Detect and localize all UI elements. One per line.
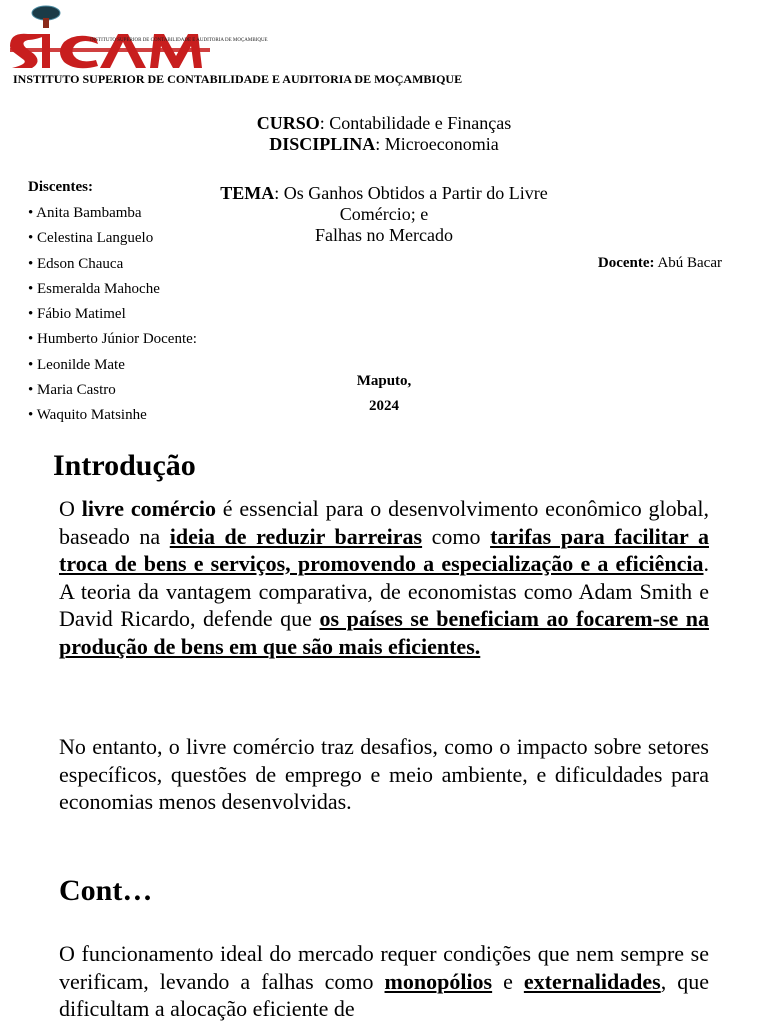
cont-paragraph-1 [59, 940, 709, 1023]
intro-emphasis: tarifas para facilitar a troca de bens e serviços, promovendo a especialização e a eficiência [59, 523, 709, 576]
iscam-logo-graphic [6, 4, 268, 74]
place-city: Maputo, [356, 373, 412, 389]
student-name: • Fábio Matimel [28, 306, 126, 323]
theme-text-1: : Os Ganhos Obtidos a Partir do Livre [274, 183, 548, 203]
intro-heading: Introdução [53, 449, 196, 482]
lecturer [598, 255, 722, 272]
subject-line [0, 134, 768, 155]
student-name: • Esmeralda Mahoche [28, 280, 160, 297]
cont-text: e [492, 968, 524, 994]
lecturer-name: Abú Bacar [654, 255, 722, 271]
student-name: • Humberto Júnior Docente: [28, 331, 197, 348]
student-name: • Celestina Languelo [28, 230, 154, 247]
intro-paragraph-2: No entanto, o livre comércio traz desafios, como o impacto sobre setores específicos, questões de emprego e meio ambiente, e dificuldades para economias menos desenvolvidas. [59, 734, 709, 814]
institute-name: INSTITUTO SUPERIOR DE CONTABILIDADE E AUDITORIA DE MOÇAMBIQUE [13, 72, 463, 86]
theme-block [200, 183, 568, 246]
iscam-logo [6, 4, 268, 74]
theme-line-2: Comércio; e [339, 204, 429, 224]
intro-paragraph-1 [59, 495, 709, 660]
students-list [28, 203, 197, 431]
intro-emphasis: ideia de reduzir barreiras [169, 523, 423, 549]
lecturer-label: Docente: [597, 255, 655, 271]
intro-emphasis: os países se beneficiam ao focarem-se na produção de bens em que são mais eficientes. [59, 606, 710, 659]
cont-heading: Cont… [59, 874, 153, 907]
intro-text: como [422, 523, 491, 549]
course-value: : Contabilidade e Finanças [319, 113, 512, 133]
students-header: Discentes: [28, 179, 93, 195]
course-label: CURSO [256, 113, 320, 133]
student-name: • Anita Bambamba [28, 205, 142, 221]
student-name: • Edson Chauca [28, 255, 124, 272]
intro-text: O [59, 496, 82, 521]
place-year: 2024 [369, 398, 399, 414]
intro-text: é essencial para o desenvolvimento econômico global, baseado na [59, 496, 709, 549]
cont-emphasis: externalidades [523, 968, 661, 994]
theme-line-3: Falhas no Mercado [315, 225, 453, 245]
course-line [0, 113, 768, 134]
subject-label: DISCIPLINA [269, 134, 376, 154]
theme-label: TEMA [220, 183, 275, 203]
logo-subtext-line: INSTITUTO SUPERIOR DE CONTABILIDADE E AUDITORIA DE MOÇAMBIQUE [90, 38, 268, 43]
subject-value: : Microeconomia [375, 134, 499, 154]
theme-line-1 [200, 183, 568, 204]
cont-emphasis: monopólios [384, 968, 493, 994]
intro-text: . A teoria da vantagem comparativa, de economistas como Adam Smith e David Ricardo, defende que [59, 551, 709, 631]
student-name: • Waquito Matsinhe [28, 407, 147, 424]
cont-text: O funcionamento ideal do mercado requer condições que nem sempre se verificam, levando a falhas como [59, 941, 709, 994]
student-name: • Maria Castro [28, 382, 116, 399]
cont-text: , que dificultam a alocação eficiente de [59, 968, 709, 1021]
intro-bold-term: livre comércio [81, 496, 216, 521]
student-name: • Leonilde Mate [28, 356, 125, 373]
